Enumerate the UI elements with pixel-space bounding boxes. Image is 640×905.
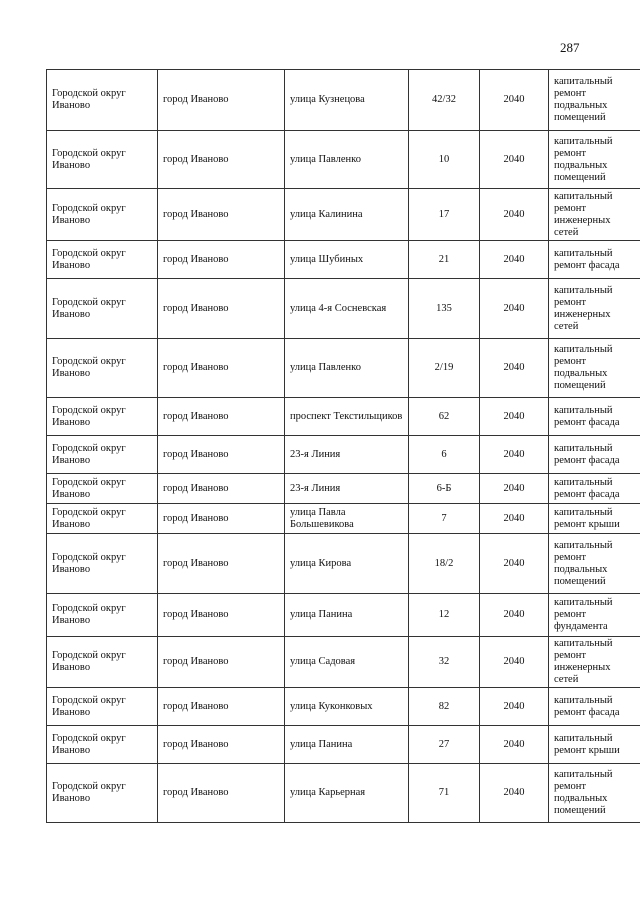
okrug-text: Городской округ Иваново: [52, 147, 126, 171]
okrug-cell: [47, 339, 158, 398]
street-cell: [285, 189, 409, 241]
work-text: капитальный ремонт инженерных сетей: [554, 190, 613, 238]
work-cell: [549, 339, 640, 398]
street-text: улица Панина: [290, 609, 353, 620]
house-cell: 27: [409, 726, 480, 764]
work-cell: [549, 726, 640, 764]
street-cell: [285, 339, 409, 398]
city-cell: город Иваново: [158, 726, 285, 764]
work-text: капитальный ремонт подвальных помещений: [554, 769, 613, 816]
work-text: капитальный ремонт крыши: [554, 732, 620, 756]
year-cell: 2040: [480, 436, 549, 474]
house-cell: 6: [409, 436, 480, 474]
street-text: улица Шубиных: [290, 253, 364, 265]
work-cell: [549, 279, 640, 339]
street-text: 23-я Линия: [290, 482, 341, 494]
work-text: капитальный ремонт фасада: [554, 247, 620, 271]
street-cell: [285, 131, 409, 189]
table-row: [47, 688, 640, 726]
city-cell: город Иваново: [158, 474, 285, 504]
house-cell: 12: [409, 594, 480, 637]
work-text: капитальный ремонт инженерных сетей: [554, 638, 613, 685]
year-cell: 2040: [480, 241, 549, 279]
okrug-cell: [47, 504, 158, 534]
street-text: улица Павленко: [290, 153, 361, 165]
okrug-text: Городской округ Иваново: [52, 650, 126, 673]
okrug-text: Городской округ Иваново: [52, 356, 126, 379]
year-cell: 2040: [480, 688, 549, 726]
okrug-cell: [47, 398, 158, 436]
street-text: улица Павла Большевикова: [290, 506, 354, 530]
okrug-cell: [47, 764, 158, 823]
okrug-text: Городской округ Иваново: [52, 694, 126, 718]
work-text: капитальный ремонт инженерных сетей: [554, 284, 613, 332]
city-cell: город Иваново: [158, 504, 285, 534]
house-cell: 17: [409, 189, 480, 241]
street-text: улица Садовая: [290, 656, 356, 667]
okrug-text: Городской округ Иваново: [52, 732, 126, 756]
okrug-text: Городской округ Иваново: [52, 781, 126, 804]
work-cell: [549, 70, 640, 131]
year-cell: 2040: [480, 534, 549, 594]
year-cell: 2040: [480, 398, 549, 436]
work-text: капитальный ремонт подвальных помещений: [554, 344, 613, 391]
work-cell: [549, 534, 640, 594]
house-cell: 135: [409, 279, 480, 339]
city-cell: город Иваново: [158, 764, 285, 823]
okrug-text: Городской округ Иваново: [52, 506, 126, 530]
house-cell: 6-Б: [409, 474, 480, 504]
okrug-cell: [47, 534, 158, 594]
street-cell: [285, 764, 409, 823]
year-cell: 2040: [480, 189, 549, 241]
street-text: улица Карьерная: [290, 787, 366, 798]
work-text: капитальный ремонт подвальных помещений: [554, 539, 613, 587]
year-cell: 2040: [480, 504, 549, 534]
work-cell: [549, 436, 640, 474]
work-text: капитальный ремонт фасада: [554, 694, 620, 718]
okrug-cell: [47, 70, 158, 131]
city-cell: город Иваново: [158, 534, 285, 594]
street-text: улица 4-я Сосневская: [290, 302, 387, 314]
work-cell: [549, 131, 640, 189]
street-text: улица Павленко: [290, 362, 361, 373]
table-row: [47, 474, 640, 504]
okrug-text: Городской округ Иваново: [52, 551, 126, 575]
house-cell: 71: [409, 764, 480, 823]
house-cell: 18/2: [409, 534, 480, 594]
okrug-cell: [47, 279, 158, 339]
year-cell: 2040: [480, 637, 549, 688]
year-cell: 2040: [480, 594, 549, 637]
city-cell: город Иваново: [158, 594, 285, 637]
year-cell: 2040: [480, 131, 549, 189]
street-text: улица Кузнецова: [290, 94, 365, 105]
okrug-cell: [47, 474, 158, 504]
street-cell: [285, 637, 409, 688]
okrug-text: Городской округ Иваново: [52, 442, 126, 466]
street-cell: [285, 534, 409, 594]
table-row: [47, 436, 640, 474]
year-cell: 2040: [480, 764, 549, 823]
registry-table-body: [47, 70, 640, 823]
city-cell: город Иваново: [158, 637, 285, 688]
street-text: улица Кирова: [290, 557, 352, 569]
street-cell: [285, 594, 409, 637]
house-cell: 21: [409, 241, 480, 279]
work-cell: [549, 764, 640, 823]
street-text: улица Калинина: [290, 208, 363, 220]
street-text: улица Панина: [290, 738, 353, 750]
city-cell: город Иваново: [158, 131, 285, 189]
street-cell: [285, 688, 409, 726]
house-cell: 32: [409, 637, 480, 688]
work-text: капитальный ремонт фундамента: [554, 597, 613, 632]
work-text: капитальный ремонт подвальных помещений: [554, 76, 613, 123]
table-row: [47, 339, 640, 398]
page-number: 287: [560, 40, 580, 55]
street-cell: [285, 726, 409, 764]
table-row: [47, 726, 640, 764]
okrug-text: Городской округ Иваново: [52, 404, 126, 428]
work-cell: [549, 474, 640, 504]
street-cell: [285, 504, 409, 534]
street-cell: [285, 474, 409, 504]
house-cell: 10: [409, 131, 480, 189]
work-text: капитальный ремонт фасада: [554, 404, 620, 428]
table-row: [47, 398, 640, 436]
house-cell: 2/19: [409, 339, 480, 398]
city-cell: город Иваново: [158, 398, 285, 436]
house-cell: 62: [409, 398, 480, 436]
city-cell: город Иваново: [158, 339, 285, 398]
year-cell: 2040: [480, 279, 549, 339]
city-cell: город Иваново: [158, 189, 285, 241]
work-cell: [549, 398, 640, 436]
work-text: капитальный ремонт фасада: [554, 476, 620, 500]
work-text: капитальный ремонт фасада: [554, 442, 620, 466]
work-text: капитальный ремонт крыши: [554, 506, 620, 530]
work-cell: [549, 241, 640, 279]
okrug-cell: [47, 688, 158, 726]
year-cell: 2040: [480, 726, 549, 764]
street-text: улица Куконковых: [290, 700, 373, 712]
table-row: [47, 241, 640, 279]
okrug-text: Городской округ Иваново: [52, 603, 126, 626]
work-cell: [549, 688, 640, 726]
okrug-text: Городской округ Иваново: [52, 88, 126, 111]
okrug-cell: [47, 131, 158, 189]
table-row: [47, 594, 640, 637]
table-row: [47, 764, 640, 823]
city-cell: город Иваново: [158, 279, 285, 339]
house-cell: 42/32: [409, 70, 480, 131]
okrug-text: Городской округ Иваново: [52, 296, 126, 320]
street-text: проспект Текстильщиков: [290, 410, 403, 422]
table-row: [47, 504, 640, 534]
table-row: [47, 279, 640, 339]
work-cell: [549, 594, 640, 637]
table-row: [47, 70, 640, 131]
okrug-cell: [47, 241, 158, 279]
street-cell: [285, 279, 409, 339]
street-cell: [285, 70, 409, 131]
year-cell: 2040: [480, 70, 549, 131]
okrug-text: Городской округ Иваново: [52, 202, 126, 226]
work-cell: [549, 504, 640, 534]
street-cell: [285, 436, 409, 474]
okrug-text: Городской округ Иваново: [52, 247, 126, 271]
table-row: [47, 637, 640, 688]
city-cell: город Иваново: [158, 241, 285, 279]
city-cell: город Иваново: [158, 688, 285, 726]
street-cell: [285, 398, 409, 436]
registry-table: [46, 69, 640, 823]
city-cell: город Иваново: [158, 436, 285, 474]
city-cell: город Иваново: [158, 70, 285, 131]
street-cell: [285, 241, 409, 279]
house-cell: 7: [409, 504, 480, 534]
okrug-cell: [47, 594, 158, 637]
year-cell: 2040: [480, 474, 549, 504]
year-cell: 2040: [480, 339, 549, 398]
okrug-cell: [47, 637, 158, 688]
okrug-text: Городской округ Иваново: [52, 476, 126, 500]
okrug-cell: [47, 726, 158, 764]
okrug-cell: [47, 436, 158, 474]
house-cell: 82: [409, 688, 480, 726]
table-row: [47, 189, 640, 241]
street-text: 23-я Линия: [290, 448, 341, 460]
work-text: капитальный ремонт подвальных помещений: [554, 135, 613, 183]
table-row: [47, 131, 640, 189]
work-cell: [549, 637, 640, 688]
table-row: [47, 534, 640, 594]
work-cell: [549, 189, 640, 241]
okrug-cell: [47, 189, 158, 241]
